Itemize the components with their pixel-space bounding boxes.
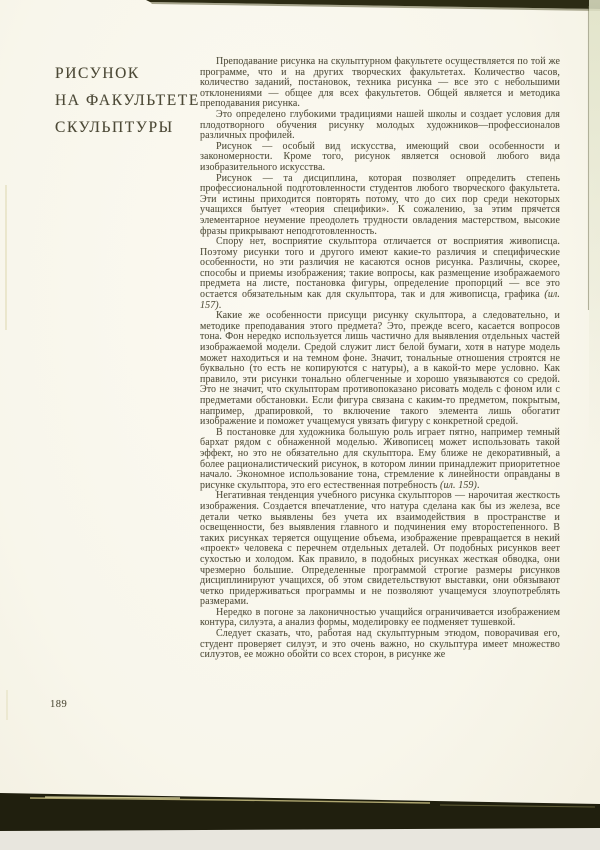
paragraph: Преподавание рисунка на скульптурном факультете осуществляется по той же программе, что и на других творческих факультетах. Количество часов, количество заданий, постановок, техника рисунка — все это с небольшими отклонениями — общее для всех факультетов. Общей является и методика преподавания рисунка.: [200, 56, 560, 110]
scan-right-edge-tint: [589, 0, 600, 620]
page-number: 189: [50, 699, 68, 710]
paragraph: В постановке для художника большую роль играет пятно, например темный бархат рядом с обнаженной моделью. Живописец может использовать такой эффект, но это не обязательно для скульптора. Ему ближе не декоративный, а более рационалистический рисунок, в котором линии принадлежит приоритетное начало. Экономное использование тона, стремление к линейности оправданы в рисунке скульптора, это его естественная потребность (ил. 159).: [200, 426, 560, 491]
paragraph: Рисунок — та дисциплина, которая позволяет определить степень профессиональной подготовленности студентов любого творческого факультета. Эти истины приходится повторять потому, что до сих пор среди некоторых учащихся бытует «теория специфики». К сожалению, за этим прячется элементарное неумение преодолеть трудности овладения мастерством, высокие фразы прикрывают неподготовленность.: [200, 172, 560, 237]
paragraph: Нередко в погоне за лаконичностью учащийся ограничивается изображением контура, силуэта, а анализ формы, моделировку ее подменяет тушевкой.: [200, 606, 560, 629]
scan-bottom-edge-shadow: [0, 793, 600, 831]
paragraph: Негативная тенденция учебного рисунка скульпторов — нарочитая жесткость изображения. Создается впечатление, что натура сделана как бы из железа, все детали четко выявлены без учета их взаимодействия в пространстве и освещенности, без выявления главного и подчинения ему второстепенного. В таких рисунках теряется ощущение объема, изображение превращается в некий «проект» человека с перечнем отдельных деталей. От подобных рисунков веет сухостью и холодом. Как правило, в подобных рисунках жесткая обводка, они чрезмерно большие. Определенные программой строгие размеры рисунков дисциплинируют учащихся, об этом свидетельствуют выставки, они обязывают четко придерживаться программы и не позволяют учащемуся злоупотреблять размерами.: [200, 490, 560, 608]
paragraph: Это определено глубокими традициями нашей школы и создает условия для плодотворного обучения рисунку молодых художников—профессионалов различных профилей.: [200, 108, 560, 142]
chapter-title-line: СКУЛЬПТУРЫ: [55, 119, 174, 136]
scanner-background-strip: [0, 826, 600, 850]
paragraph: Спору нет, восприятие скульптора отличается от восприятия живописца. Поэтому рисунки того и другого имеют какие-то различия и специфические особенности, но эти различия не касаются основ рисунка. Различны, скорее, способы и приемы изображения; такие вопросы, как размещение изображаемого предмета на листе, постановка фигуры, определение пропорций — все это остается обязательным как для скульптора, так и для живописца, графика (ил. 157).: [200, 236, 560, 311]
body-text-column: [200, 57, 560, 661]
paragraph: Следует сказать, что, работая над скульптурным этюдом, поворачивая его, студент проверяет силуэт, и это очень важно, но скульптура имеет множество силуэтов, ее можно обойти со всех сторон, в рисунке же: [200, 628, 560, 661]
chapter-title-line: НА ФАКУЛЬТЕТЕ: [55, 92, 200, 109]
paragraph: Какие же особенности присущи рисунку скульптора, а следовательно, и методике преподавания этого предмета? Это, прежде всего, касается вопросов тона. Фон нередко используется лишь частично для выявления отдельных частей изображаемой модели. Средой служит лист белой бумаги, хотя в натуре модель может находиться и на темном фоне. Значит, тональные отношения строятся не буквально (то есть не копируются с натуры), а в какой-то мере условно. Как правило, эти рисунки тонально облегченные и хорошо увязываются со средой. Это не значит, что скульпторам противопоказано рисовать модель с фоном или с предметами обстановки. Если фигура связана с каким-то предметом, покрытым, например, драпировкой, то включение такого элемента лишь обогатит изображение и поможет учащемуся увязать фигуру с конкретной средой.: [200, 310, 560, 428]
chapter-title-line: РИСУНОК: [55, 65, 140, 82]
paragraph: Рисунок — особый вид искусства, имеющий свои особенности и закономерности. Кроме того, рисунок является основой любого вида изобразительного искусства.: [200, 140, 560, 173]
scan-bottom-edge-highlight: [30, 798, 430, 803]
scan-top-edge-shadow: [146, 0, 600, 9]
